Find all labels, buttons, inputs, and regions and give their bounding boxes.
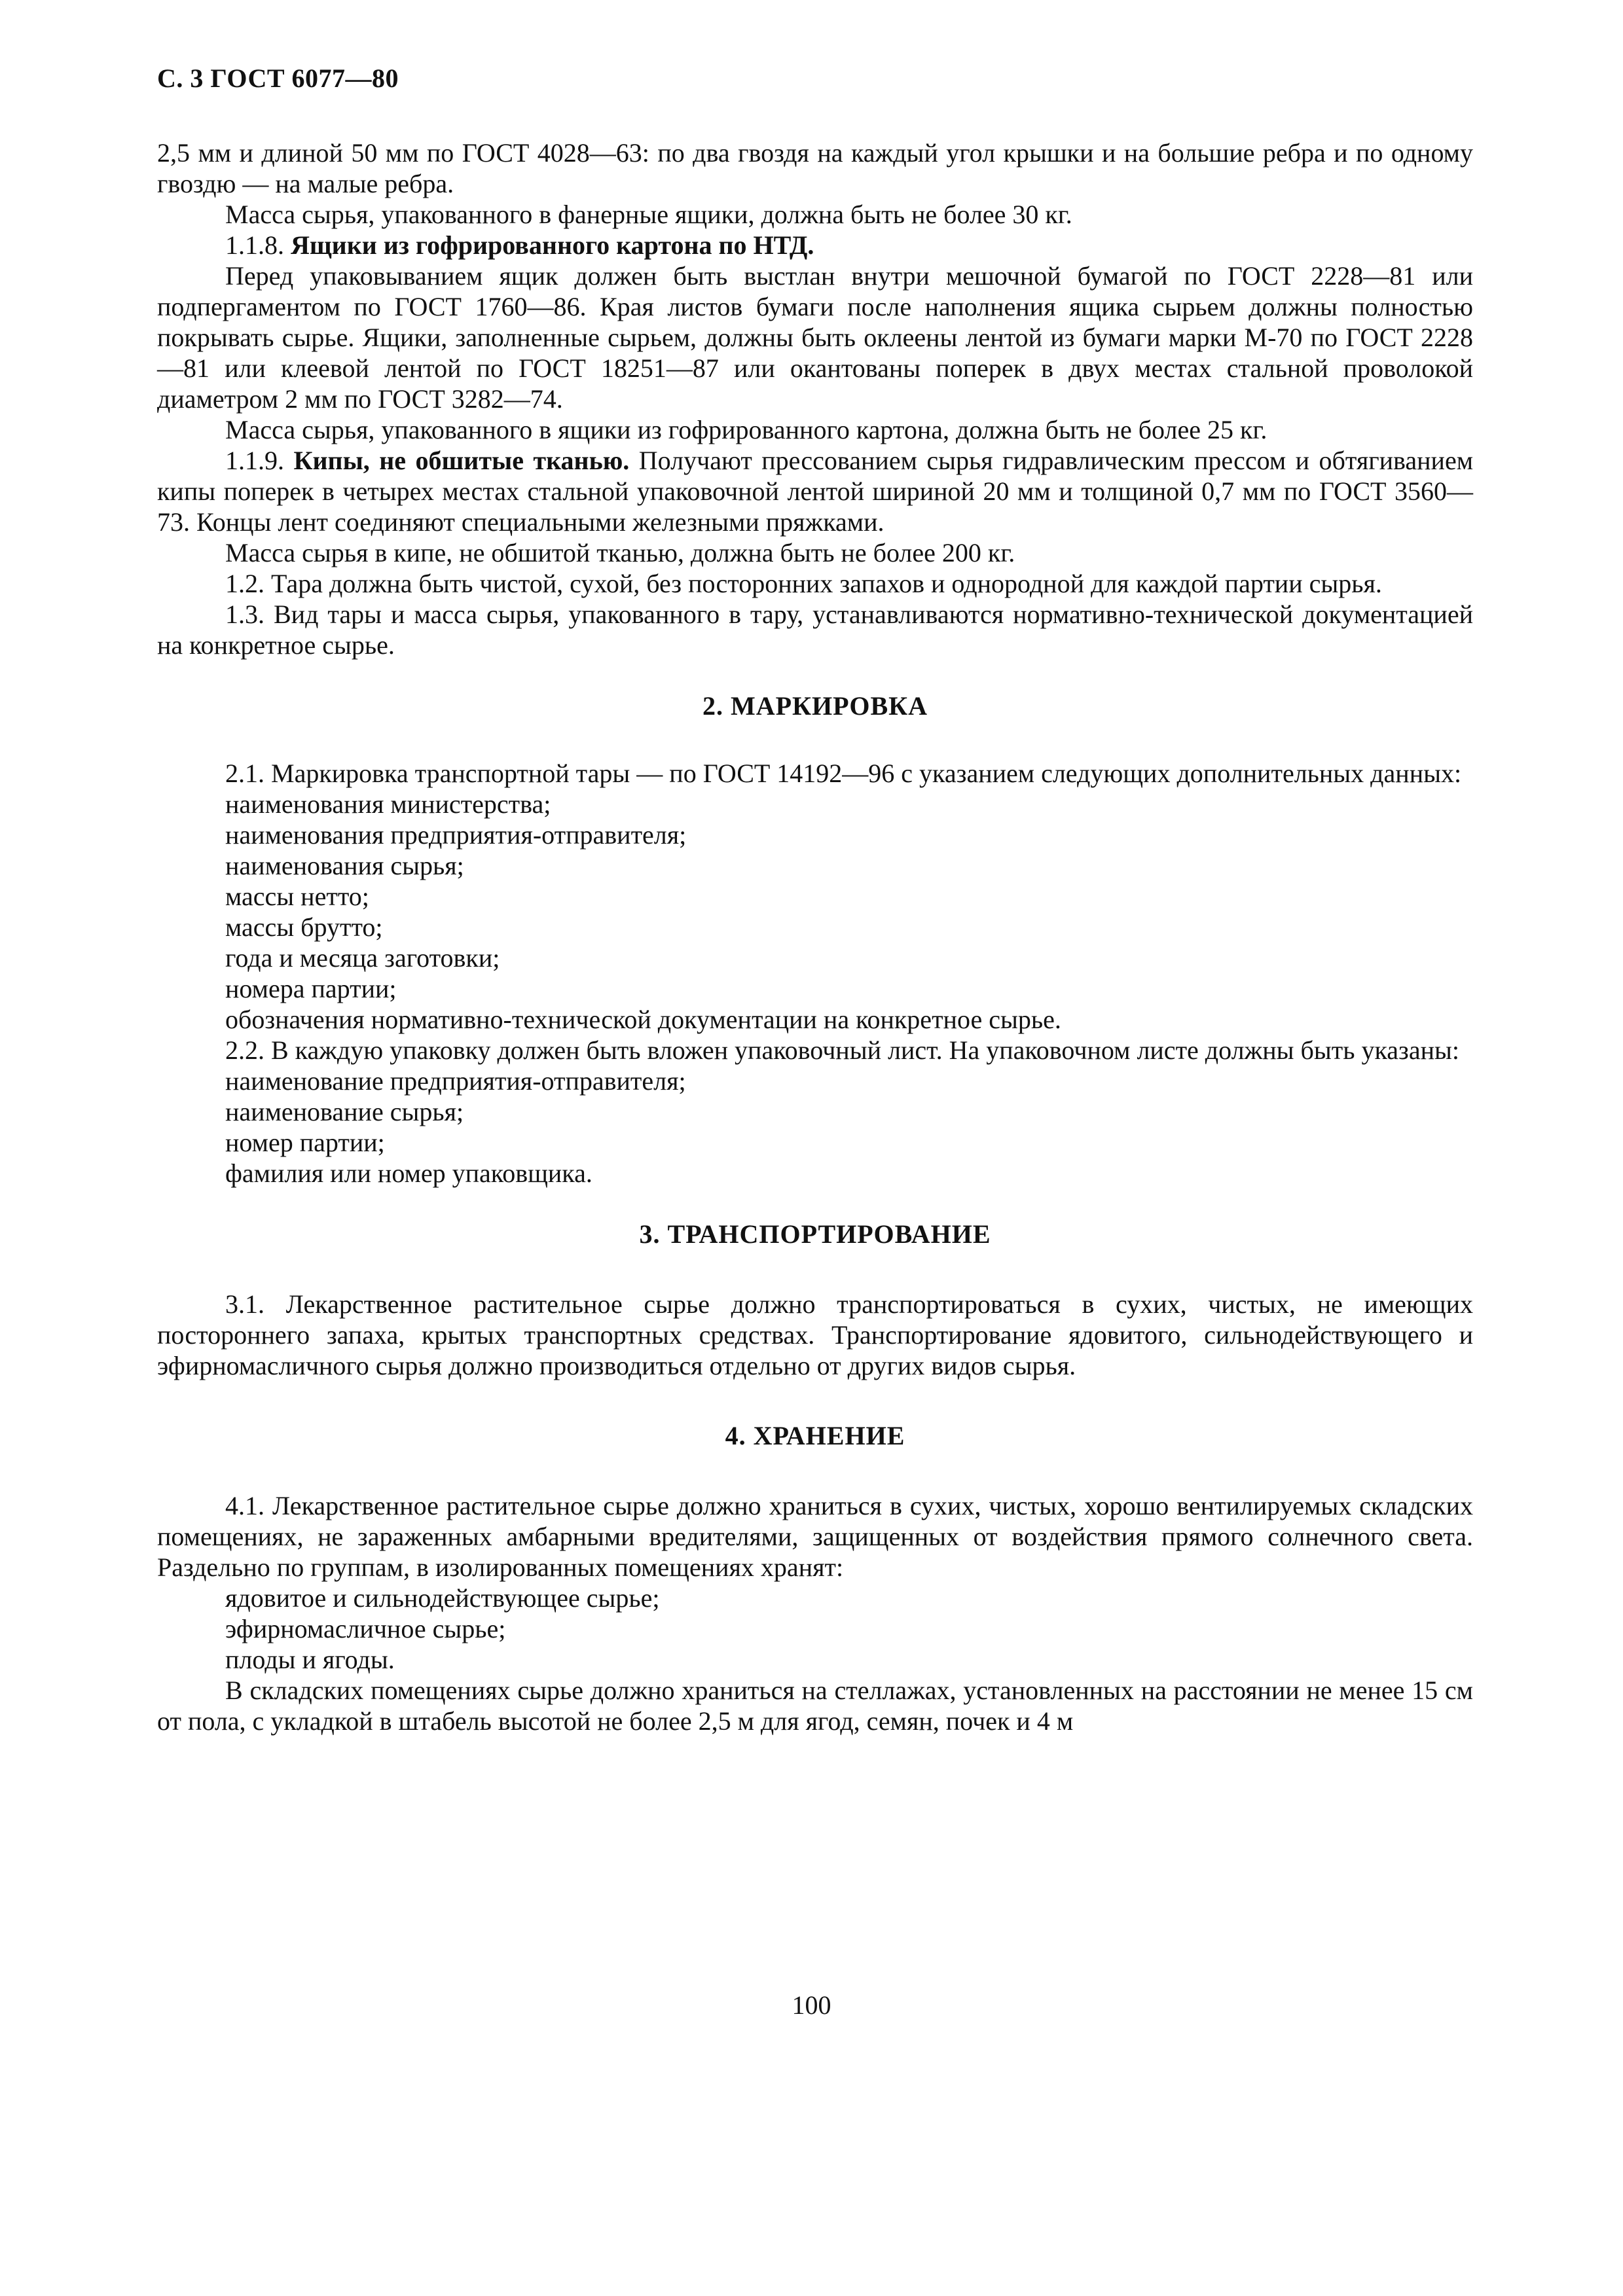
paragraph-cardboard-lining: Перед упаковыванием ящик должен быть выстлан внутри мешочной бумагой по ГОСТ 2228—81 или подпергаментом по ГОСТ 1760—86. Края листов бумаги после наполнения ящика сырьем должны полностью покрывать сырье. Ящики, заполненные сырьем, должны быть оклеены лентой из бумаги марки М-70 по ГОСТ 2228—81 или клеевой лентой по ГОСТ 18251—87 или окантованы поперек в двух местах стальной проволокой диаметром 2 мм по ГОСТ 3282—74. xyxy=(157,261,1473,414)
section-heading-storage: 4. ХРАНЕНИЕ xyxy=(725,1421,905,1450)
list-item: наименования сырья; xyxy=(225,851,464,880)
list-item: наименование сырья; xyxy=(225,1097,464,1126)
list-item: массы брутто; xyxy=(225,912,383,942)
list-item: номер партии; xyxy=(225,1128,385,1157)
clause-2-1: 2.1. Маркировка транспортной тары — по ГОСТ 14192—96 с указанием следующих дополнительных данных: xyxy=(225,759,1462,788)
section-heading-transport: 3. ТРАНСПОРТИРОВАНИЕ xyxy=(639,1219,991,1249)
list-item: наименования министерства; xyxy=(225,789,551,819)
list-item: фамилия или номер упаковщика. xyxy=(225,1158,593,1188)
clause-number: 1.1.8. xyxy=(225,230,284,260)
list-item: эфирномасличное сырье; xyxy=(225,1614,506,1643)
document-body xyxy=(157,137,1473,1736)
clause-1-1-9 xyxy=(157,445,1473,537)
list-item: обозначения нормативно-технической документации на конкретное сырье. xyxy=(225,1005,1061,1034)
list-item: наименование предприятия-отправителя; xyxy=(225,1066,686,1096)
clause-number: 1.1.9. xyxy=(225,446,284,475)
clause-text: Получают прессованием сырья гидравлическим прессом и обтягиванием кипы поперек в четырех местах стальной упаковочной лентой шириной 20 мм и толщиной 0,7 мм по ГОСТ 3560—73. Концы лент соединяют специальными железными пряжками. xyxy=(157,446,1474,537)
clause-1-2: 1.2. Тара должна быть чистой, сухой, без посторонних запахов и однородной для каждой партии сырья. xyxy=(225,569,1382,598)
clause-3-1: 3.1. Лекарственное растительное сырье должно транспортироваться в сухих, чистых, не имеющих постороннего запаха, крытых транспортных средствах. Транспортирование ядовитого, сильнодействующего и эфирномасличного сырья должно производиться отдельно от других видов сырья. xyxy=(157,1289,1473,1380)
paragraph-cardboard-mass: Масса сырья, упакованного в ящики из гофрированного картона, должна быть не более 25 кг. xyxy=(225,415,1267,444)
section-heading-marking: 2. МАРКИРОВКА xyxy=(702,691,928,721)
list-item: номера партии; xyxy=(225,974,397,1003)
list-item: ядовитое и сильнодействующее сырье; xyxy=(225,1583,660,1613)
clause-1-1-8 xyxy=(157,230,1473,260)
list-item: года и месяца заготовки; xyxy=(225,943,500,973)
list-item: плоды и ягоды. xyxy=(225,1645,395,1674)
list-item: массы нетто; xyxy=(225,882,369,911)
paragraph-plywood-mass: Масса сырья, упакованного в фанерные ящики, должна быть не более 30 кг. xyxy=(225,200,1072,229)
running-header: С. 3 ГОСТ 6077—80 xyxy=(157,63,399,93)
clause-2-2: 2.2. В каждую упаковку должен быть вложен упаковочный лист. На упаковочном листе должны быть указаны: xyxy=(225,1035,1459,1065)
paragraph-racks: В складских помещениях сырье должно храниться на стеллажах, установленных на расстоянии не менее 15 см от пола, с укладкой в штабель высотой не более 2,5 м для ягод, семян, почек и 4 м xyxy=(157,1676,1473,1736)
page-number: 100 xyxy=(792,1990,831,2020)
clause-1-3: 1.3. Вид тары и масса сырья, упакованного в тару, устанавливаются нормативно-технической документацией на конкретное сырье. xyxy=(157,600,1473,660)
list-item: наименования предприятия-отправителя; xyxy=(225,820,687,850)
clause-title: Кипы, не обшитые тканью. xyxy=(293,446,630,475)
paragraph-nails: 2,5 мм и длиной 50 мм по ГОСТ 4028—63: по два гвоздя на каждый угол крышки и на большие ребра и по одному гвоздю — на малые ребра. xyxy=(157,138,1473,198)
paragraph-bale-mass: Масса сырья в кипе, не обшитой тканью, должна быть не более 200 кг. xyxy=(225,538,1015,567)
clause-title: Ящики из гофрированного картона по НТД. xyxy=(291,230,814,260)
clause-4-1: 4.1. Лекарственное растительное сырье должно храниться в сухих, чистых, хорошо вентилируемых складских помещениях, не зараженных амбарными вредителями, защищенных от воздействия прямого солнечного света. Раздельно по группам, в изолированных помещениях хранят: xyxy=(157,1491,1473,1582)
